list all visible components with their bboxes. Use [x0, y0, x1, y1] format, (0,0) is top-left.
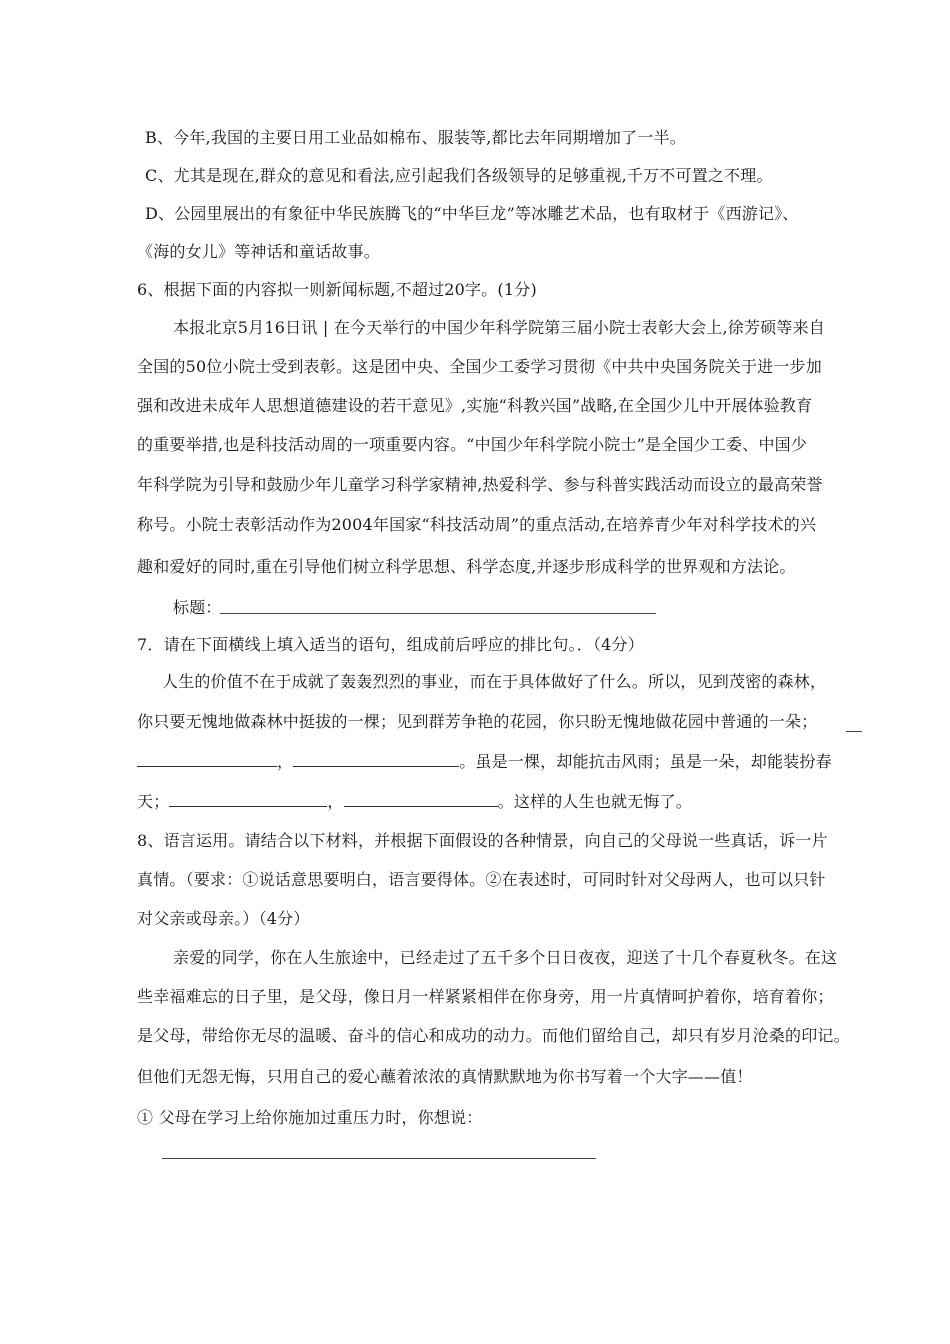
q8-passage-line: 些幸福难忘的日子里，是父母，像日月一样紧紧相伴在你身旁，用一片真情呵护着你，培育着你；	[137, 987, 834, 1006]
q7-line3	[137, 751, 832, 773]
q7-prompt: 7．请在下面横线上填入适当的语句，组成前后呼应的排比句。．（4分）	[137, 635, 644, 654]
q8-passage-line: 是父母，带给你无尽的温暖、奋斗的信心和成功的动力。而他们留给自己，却只有岁月沧桑的印记。	[137, 1026, 850, 1045]
q8-prompt-line1: 8、语言运用。请结合以下材料，并根据下面假设的各种情景，向自己的父母说一些真话，诉一片	[137, 831, 828, 850]
q8-passage-line: 但他们无怨无悔，只用自己的爱心蘸着浓浓的真情默默地为你书写着一个大字——值！	[137, 1067, 753, 1086]
q6-passage-line: 强和改进未成年人思想道德建设的若干意见》,实施“科教兴国”战略,在全国少儿中开展体验教育	[137, 396, 813, 415]
q6-passage-line: 年科学院为引导和鼓励少年儿童学习科学家精神,热爱科学、参与科普实践活动而设立的最高荣誉	[137, 475, 823, 494]
q7-line2: 你只要无愧地做森林中挺拔的一棵；见到群芳争艳的花园，你只盼无愧地做花园中普通的一朵；	[137, 712, 818, 731]
q6-passage-line: 称号。小院士表彰活动作为2004年国家“科技活动周”的重点活动,在培养青少年对科学技术的兴	[137, 515, 817, 534]
q7-line4-start: 天；	[137, 792, 170, 811]
q6-passage-line: 全国的50位小院士受到表彰。这是团中央、全国少工委学习贯彻《中共中央国务院关于进一步加	[137, 357, 822, 376]
q6-passage-line: 的重要举措,也是科技活动周的一项重要内容。“中国少年科学院小院士”是全国少工委、中国少	[137, 435, 808, 454]
q5-option-d-line2: 《海的女儿》等神话和童话故事。	[137, 242, 381, 261]
q5-option-c: C、尤其是现在,群众的意见和看法,应引起我们各级领导的足够重视,千万不可置之不理。	[145, 166, 773, 185]
q7-blank-2[interactable]	[293, 752, 459, 767]
q6-title-answer-line[interactable]	[220, 613, 656, 614]
q7-blank-1[interactable]	[137, 752, 277, 767]
q7-line4-end: 。这样的人生也就无悔了。	[497, 792, 693, 811]
q7-line3-text: 。虽是一棵，却能抗击风雨；虽是一朵，却能装扮春	[459, 752, 832, 771]
q8-passage-line: 亲爱的同学，你在人生旅途中，已经走过了五千多个日日夜夜，迎送了十几个春夏秋冬。在这	[173, 948, 838, 967]
q7-line1: 人生的价值不在于成就了轰轰烈烈的事业，而在于具体做好了什么。所以，见到茂密的森林，	[162, 672, 827, 691]
q8-item-1: ① 父母在学习上给你施加过重压力时，你想说：	[137, 1108, 483, 1127]
q5-option-b: B、今年,我国的主要日用工业品如棉布、服装等,都比去年同期增加了一半。	[145, 128, 686, 147]
q5-option-d-line1: D、公园里展出的有象征中华民族腾飞的“中华巨龙”等冰雕艺术品，也有取材于《西游记》、	[145, 204, 799, 223]
q7-blank-1-start[interactable]	[846, 731, 862, 732]
q7-blank-4[interactable]	[344, 792, 498, 807]
q7-line4	[137, 791, 692, 813]
q7-blank-3[interactable]	[169, 792, 327, 807]
q6-prompt: 6、根据下面的内容拟一则新闻标题,不超过20字。(1分)	[137, 280, 537, 299]
q8-prompt-line3: 对父亲或母亲。）（4分）	[137, 909, 310, 928]
q6-passage-line: 本报北京5月16日讯 | 在今天举行的中国少年科学院第三届小院士表彰大会上,徐芳硕等来自	[173, 318, 825, 337]
q6-title-label: 标题：	[173, 598, 222, 617]
q6-passage-line: 趣和爱好的同时,重在引导他们树立科学思想、科学态度,并逐步形成科学的世界观和方法论。	[137, 557, 796, 576]
q7-comma: ，	[277, 752, 294, 771]
q8-prompt-line2: 真情。（要求：①说话意思要明白，语言要得体。②在表述时，可同时针对父母两人，也可以只针	[137, 870, 826, 889]
q8-item-1-answer-line[interactable]	[162, 1158, 596, 1159]
q7-comma: ，	[327, 792, 344, 811]
